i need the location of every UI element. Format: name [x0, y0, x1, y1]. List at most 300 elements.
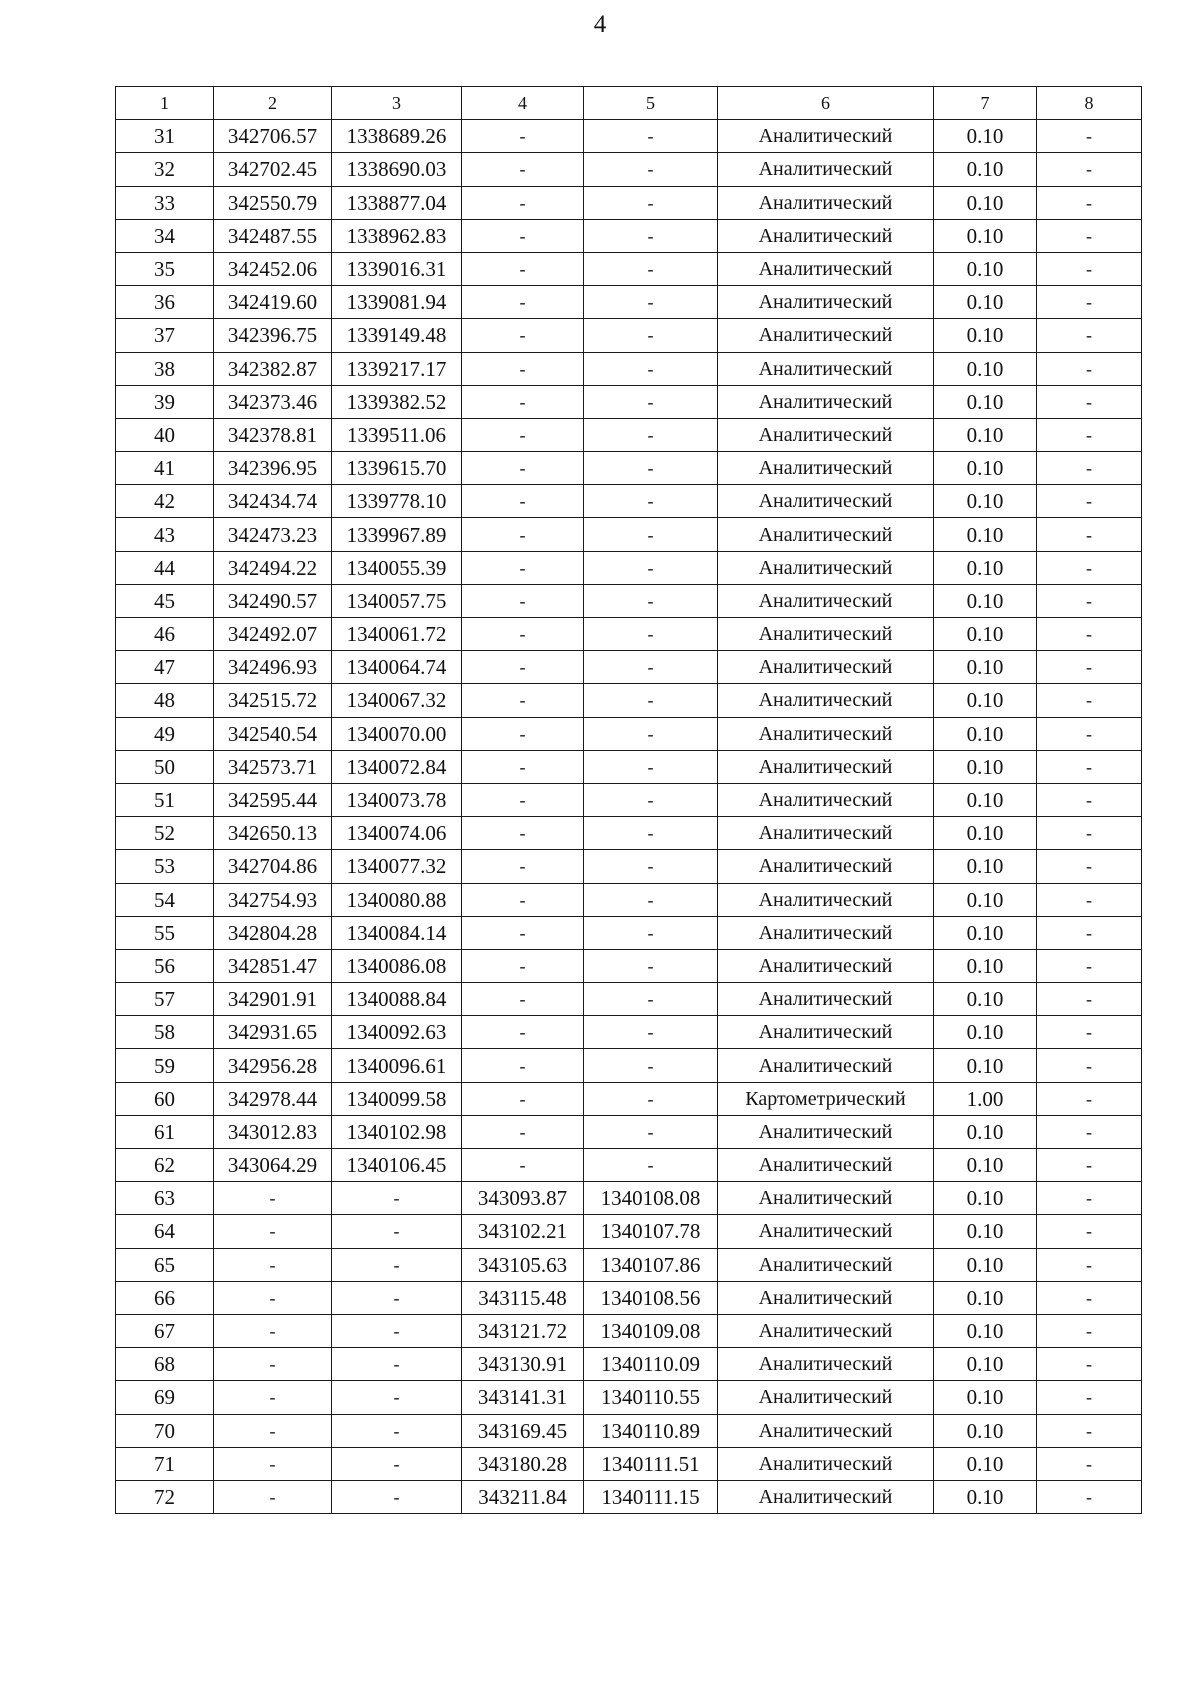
y-coordinate-cell: -	[332, 1348, 462, 1381]
x-new-coordinate-cell: 343130.91	[462, 1348, 584, 1381]
method-cell: Аналитический	[718, 385, 934, 418]
x-new-coordinate-cell: -	[462, 1049, 584, 1082]
x-coordinate-cell: 342550.79	[214, 186, 332, 219]
description-cell: -	[1037, 418, 1142, 451]
method-cell: Аналитический	[718, 485, 934, 518]
description-cell: -	[1037, 684, 1142, 717]
y-coordinate-cell: -	[332, 1447, 462, 1480]
method-cell: Аналитический	[718, 983, 934, 1016]
x-coordinate-cell: 342378.81	[214, 418, 332, 451]
x-coordinate-cell: -	[214, 1281, 332, 1314]
x-new-coordinate-cell: 343102.21	[462, 1215, 584, 1248]
y-new-coordinate-cell: -	[584, 1115, 718, 1148]
x-coordinate-cell: -	[214, 1182, 332, 1215]
description-cell: -	[1037, 817, 1142, 850]
description-cell: -	[1037, 750, 1142, 783]
accuracy-cell: 0.10	[934, 1149, 1037, 1182]
table-row	[116, 186, 1142, 219]
method-cell: Аналитический	[718, 1049, 934, 1082]
table-row	[116, 1082, 1142, 1115]
x-new-coordinate-cell: -	[462, 750, 584, 783]
table-row	[116, 1016, 1142, 1049]
y-new-coordinate-cell: -	[584, 684, 718, 717]
x-coordinate-cell: 342434.74	[214, 485, 332, 518]
point-number-cell: 36	[116, 286, 214, 319]
y-coordinate-cell: -	[332, 1381, 462, 1414]
y-new-coordinate-cell: -	[584, 1049, 718, 1082]
accuracy-cell: 0.10	[934, 850, 1037, 883]
y-new-coordinate-cell: -	[584, 551, 718, 584]
x-coordinate-cell: 342754.93	[214, 883, 332, 916]
y-coordinate-cell: 1340096.61	[332, 1049, 462, 1082]
y-coordinate-cell: 1339016.31	[332, 252, 462, 285]
method-cell: Аналитический	[718, 1314, 934, 1347]
y-new-coordinate-cell: -	[584, 153, 718, 186]
description-cell: -	[1037, 883, 1142, 916]
table-row	[116, 651, 1142, 684]
x-new-coordinate-cell: -	[462, 850, 584, 883]
point-number-cell: 72	[116, 1480, 214, 1513]
x-new-coordinate-cell: 343105.63	[462, 1248, 584, 1281]
y-coordinate-cell: -	[332, 1215, 462, 1248]
method-cell: Аналитический	[718, 883, 934, 916]
x-coordinate-cell: 342595.44	[214, 783, 332, 816]
x-new-coordinate-cell: -	[462, 684, 584, 717]
y-new-coordinate-cell: -	[584, 783, 718, 816]
x-coordinate-cell: 342452.06	[214, 252, 332, 285]
x-coordinate-cell: 342650.13	[214, 817, 332, 850]
y-new-coordinate-cell: -	[584, 983, 718, 1016]
y-coordinate-cell: 1340064.74	[332, 651, 462, 684]
x-coordinate-cell: 342496.93	[214, 651, 332, 684]
y-coordinate-cell: 1340074.06	[332, 817, 462, 850]
point-number-cell: 41	[116, 452, 214, 485]
description-cell: -	[1037, 1314, 1142, 1347]
description-cell: -	[1037, 551, 1142, 584]
x-new-coordinate-cell: -	[462, 352, 584, 385]
method-cell: Аналитический	[718, 153, 934, 186]
y-new-coordinate-cell: 1340107.78	[584, 1215, 718, 1248]
point-number-cell: 62	[116, 1149, 214, 1182]
description-cell: -	[1037, 518, 1142, 551]
description-cell: -	[1037, 1115, 1142, 1148]
point-number-cell: 33	[116, 186, 214, 219]
x-new-coordinate-cell: 343121.72	[462, 1314, 584, 1347]
point-number-cell: 57	[116, 983, 214, 1016]
x-coordinate-cell: 342492.07	[214, 618, 332, 651]
y-new-coordinate-cell: -	[584, 949, 718, 982]
point-number-cell: 69	[116, 1381, 214, 1414]
accuracy-cell: 0.10	[934, 783, 1037, 816]
x-new-coordinate-cell: 343141.31	[462, 1381, 584, 1414]
y-new-coordinate-cell: 1340111.15	[584, 1480, 718, 1513]
point-number-cell: 66	[116, 1281, 214, 1314]
x-new-coordinate-cell: -	[462, 551, 584, 584]
column-header: 2	[214, 87, 332, 120]
x-coordinate-cell: 342473.23	[214, 518, 332, 551]
x-coordinate-cell: 342851.47	[214, 949, 332, 982]
y-coordinate-cell: 1339615.70	[332, 452, 462, 485]
table-row	[116, 1314, 1142, 1347]
description-cell: -	[1037, 319, 1142, 352]
point-number-cell: 52	[116, 817, 214, 850]
table-row	[116, 618, 1142, 651]
x-new-coordinate-cell: 343180.28	[462, 1447, 584, 1480]
x-new-coordinate-cell: -	[462, 219, 584, 252]
method-cell: Аналитический	[718, 1348, 934, 1381]
x-coordinate-cell: 342373.46	[214, 385, 332, 418]
accuracy-cell: 0.10	[934, 418, 1037, 451]
accuracy-cell: 0.10	[934, 385, 1037, 418]
column-header: 4	[462, 87, 584, 120]
accuracy-cell: 0.10	[934, 518, 1037, 551]
point-number-cell: 50	[116, 750, 214, 783]
x-new-coordinate-cell: -	[462, 883, 584, 916]
table-row	[116, 783, 1142, 816]
description-cell: -	[1037, 1414, 1142, 1447]
y-coordinate-cell: -	[332, 1480, 462, 1513]
method-cell: Аналитический	[718, 783, 934, 816]
method-cell: Аналитический	[718, 1149, 934, 1182]
y-new-coordinate-cell: 1340110.89	[584, 1414, 718, 1447]
y-coordinate-cell: -	[332, 1182, 462, 1215]
point-number-cell: 61	[116, 1115, 214, 1148]
y-coordinate-cell: 1340072.84	[332, 750, 462, 783]
table-row	[116, 1182, 1142, 1215]
y-new-coordinate-cell: 1340110.55	[584, 1381, 718, 1414]
description-cell: -	[1037, 385, 1142, 418]
method-cell: Аналитический	[718, 684, 934, 717]
y-coordinate-cell: 1340055.39	[332, 551, 462, 584]
y-coordinate-cell: 1339511.06	[332, 418, 462, 451]
description-cell: -	[1037, 983, 1142, 1016]
accuracy-cell: 0.10	[934, 1348, 1037, 1381]
y-new-coordinate-cell: 1340108.56	[584, 1281, 718, 1314]
table-row	[116, 1049, 1142, 1082]
point-number-cell: 67	[116, 1314, 214, 1347]
method-cell: Аналитический	[718, 651, 934, 684]
point-number-cell: 55	[116, 916, 214, 949]
table-row	[116, 385, 1142, 418]
table-row	[116, 518, 1142, 551]
column-header: 8	[1037, 87, 1142, 120]
y-new-coordinate-cell: -	[584, 252, 718, 285]
y-new-coordinate-cell: -	[584, 186, 718, 219]
x-new-coordinate-cell: -	[462, 385, 584, 418]
method-cell: Аналитический	[718, 1414, 934, 1447]
x-coordinate-cell: 342901.91	[214, 983, 332, 1016]
y-new-coordinate-cell: -	[584, 883, 718, 916]
description-cell: -	[1037, 651, 1142, 684]
y-new-coordinate-cell: -	[584, 518, 718, 551]
accuracy-cell: 0.10	[934, 684, 1037, 717]
x-new-coordinate-cell: -	[462, 153, 584, 186]
point-number-cell: 63	[116, 1182, 214, 1215]
y-new-coordinate-cell: -	[584, 352, 718, 385]
accuracy-cell: 0.10	[934, 750, 1037, 783]
y-new-coordinate-cell: -	[584, 651, 718, 684]
description-cell: -	[1037, 1016, 1142, 1049]
point-number-cell: 37	[116, 319, 214, 352]
x-new-coordinate-cell: -	[462, 651, 584, 684]
y-coordinate-cell: 1340084.14	[332, 916, 462, 949]
y-coordinate-cell: 1339081.94	[332, 286, 462, 319]
table-row	[116, 983, 1142, 1016]
x-new-coordinate-cell: -	[462, 783, 584, 816]
point-number-cell: 46	[116, 618, 214, 651]
method-cell: Аналитический	[718, 949, 934, 982]
table-row	[116, 750, 1142, 783]
accuracy-cell: 0.10	[934, 1381, 1037, 1414]
point-number-cell: 43	[116, 518, 214, 551]
description-cell: -	[1037, 153, 1142, 186]
description-cell: -	[1037, 485, 1142, 518]
accuracy-cell: 0.10	[934, 1049, 1037, 1082]
point-number-cell: 51	[116, 783, 214, 816]
x-coordinate-cell: 342396.75	[214, 319, 332, 352]
x-new-coordinate-cell: 343093.87	[462, 1182, 584, 1215]
x-coordinate-cell: 342804.28	[214, 916, 332, 949]
description-cell: -	[1037, 120, 1142, 153]
x-coordinate-cell: 342396.95	[214, 452, 332, 485]
y-new-coordinate-cell: -	[584, 1082, 718, 1115]
table-row	[116, 1281, 1142, 1314]
coordinates-table	[115, 86, 1142, 1514]
x-coordinate-cell: 342515.72	[214, 684, 332, 717]
accuracy-cell: 0.10	[934, 618, 1037, 651]
point-number-cell: 32	[116, 153, 214, 186]
y-new-coordinate-cell: -	[584, 219, 718, 252]
accuracy-cell: 0.10	[934, 452, 1037, 485]
y-coordinate-cell: 1340080.88	[332, 883, 462, 916]
description-cell: -	[1037, 949, 1142, 982]
method-cell: Аналитический	[718, 352, 934, 385]
y-new-coordinate-cell: -	[584, 584, 718, 617]
y-coordinate-cell: -	[332, 1314, 462, 1347]
method-cell: Аналитический	[718, 1016, 934, 1049]
method-cell: Аналитический	[718, 584, 934, 617]
y-coordinate-cell: 1340092.63	[332, 1016, 462, 1049]
accuracy-cell: 0.10	[934, 1447, 1037, 1480]
point-number-cell: 60	[116, 1082, 214, 1115]
table-row	[116, 684, 1142, 717]
x-coordinate-cell: 342490.57	[214, 584, 332, 617]
y-new-coordinate-cell: -	[584, 485, 718, 518]
table-row	[116, 949, 1142, 982]
table-body	[116, 120, 1142, 1514]
y-new-coordinate-cell: -	[584, 1016, 718, 1049]
method-cell: Аналитический	[718, 850, 934, 883]
table-row	[116, 850, 1142, 883]
accuracy-cell: 0.10	[934, 651, 1037, 684]
y-coordinate-cell: 1340061.72	[332, 618, 462, 651]
point-number-cell: 71	[116, 1447, 214, 1480]
table-row	[116, 352, 1142, 385]
x-coordinate-cell: 343064.29	[214, 1149, 332, 1182]
method-cell: Аналитический	[718, 1281, 934, 1314]
accuracy-cell: 0.10	[934, 319, 1037, 352]
point-number-cell: 31	[116, 120, 214, 153]
y-coordinate-cell: 1338689.26	[332, 120, 462, 153]
method-cell: Аналитический	[718, 319, 934, 352]
point-number-cell: 34	[116, 219, 214, 252]
table-row	[116, 153, 1142, 186]
description-cell: -	[1037, 1480, 1142, 1513]
x-coordinate-cell: 342382.87	[214, 352, 332, 385]
y-coordinate-cell: 1340099.58	[332, 1082, 462, 1115]
method-cell: Аналитический	[718, 252, 934, 285]
point-number-cell: 53	[116, 850, 214, 883]
y-new-coordinate-cell: -	[584, 916, 718, 949]
description-cell: -	[1037, 783, 1142, 816]
x-coordinate-cell: 342494.22	[214, 551, 332, 584]
table-row	[116, 1149, 1142, 1182]
method-cell: Аналитический	[718, 1248, 934, 1281]
description-cell: -	[1037, 1348, 1142, 1381]
y-new-coordinate-cell: -	[584, 717, 718, 750]
description-cell: -	[1037, 186, 1142, 219]
method-cell: Аналитический	[718, 418, 934, 451]
table-row	[116, 485, 1142, 518]
x-new-coordinate-cell: -	[462, 1115, 584, 1148]
table-header-row	[116, 87, 1142, 120]
x-new-coordinate-cell: -	[462, 518, 584, 551]
y-new-coordinate-cell: -	[584, 750, 718, 783]
y-new-coordinate-cell: -	[584, 850, 718, 883]
x-new-coordinate-cell: -	[462, 286, 584, 319]
accuracy-cell: 0.10	[934, 1182, 1037, 1215]
method-cell: Аналитический	[718, 286, 934, 319]
y-new-coordinate-cell: 1340108.08	[584, 1182, 718, 1215]
point-number-cell: 44	[116, 551, 214, 584]
table-row	[116, 1447, 1142, 1480]
accuracy-cell: 0.10	[934, 153, 1037, 186]
x-new-coordinate-cell: -	[462, 1149, 584, 1182]
x-coordinate-cell: -	[214, 1447, 332, 1480]
x-coordinate-cell: 342706.57	[214, 120, 332, 153]
x-new-coordinate-cell: -	[462, 817, 584, 850]
table-row	[116, 584, 1142, 617]
y-coordinate-cell: 1340067.32	[332, 684, 462, 717]
table-row	[116, 219, 1142, 252]
y-coordinate-cell: 1338962.83	[332, 219, 462, 252]
method-cell: Аналитический	[718, 120, 934, 153]
point-number-cell: 65	[116, 1248, 214, 1281]
table-row	[116, 252, 1142, 285]
accuracy-cell: 0.10	[934, 1314, 1037, 1347]
point-number-cell: 39	[116, 385, 214, 418]
x-new-coordinate-cell: 343211.84	[462, 1480, 584, 1513]
y-coordinate-cell: 1338877.04	[332, 186, 462, 219]
x-coordinate-cell: -	[214, 1414, 332, 1447]
description-cell: -	[1037, 1381, 1142, 1414]
y-coordinate-cell: 1340073.78	[332, 783, 462, 816]
description-cell: -	[1037, 850, 1142, 883]
column-header: 6	[718, 87, 934, 120]
accuracy-cell: 0.10	[934, 1248, 1037, 1281]
x-coordinate-cell: 342931.65	[214, 1016, 332, 1049]
column-header: 7	[934, 87, 1037, 120]
description-cell: -	[1037, 717, 1142, 750]
x-coordinate-cell: 342487.55	[214, 219, 332, 252]
page-number: 4	[593, 11, 607, 38]
method-cell: Аналитический	[718, 916, 934, 949]
x-new-coordinate-cell: -	[462, 618, 584, 651]
description-cell: -	[1037, 219, 1142, 252]
description-cell: -	[1037, 1149, 1142, 1182]
x-coordinate-cell: 343012.83	[214, 1115, 332, 1148]
y-coordinate-cell: 1340077.32	[332, 850, 462, 883]
x-coordinate-cell: 342540.54	[214, 717, 332, 750]
table-row	[116, 1381, 1142, 1414]
method-cell: Аналитический	[718, 1381, 934, 1414]
table-row	[116, 717, 1142, 750]
point-number-cell: 68	[116, 1348, 214, 1381]
x-new-coordinate-cell: -	[462, 717, 584, 750]
table-row	[116, 1414, 1142, 1447]
description-cell: -	[1037, 252, 1142, 285]
accuracy-cell: 1.00	[934, 1082, 1037, 1115]
table-row	[116, 1348, 1142, 1381]
point-number-cell: 70	[116, 1414, 214, 1447]
point-number-cell: 45	[116, 584, 214, 617]
description-cell: -	[1037, 1182, 1142, 1215]
y-new-coordinate-cell: -	[584, 452, 718, 485]
y-new-coordinate-cell: 1340109.08	[584, 1314, 718, 1347]
x-coordinate-cell: -	[214, 1248, 332, 1281]
x-new-coordinate-cell: 343169.45	[462, 1414, 584, 1447]
description-cell: -	[1037, 916, 1142, 949]
description-cell: -	[1037, 1281, 1142, 1314]
point-number-cell: 48	[116, 684, 214, 717]
accuracy-cell: 0.10	[934, 352, 1037, 385]
x-coordinate-cell: -	[214, 1480, 332, 1513]
point-number-cell: 54	[116, 883, 214, 916]
x-coordinate-cell: 342702.45	[214, 153, 332, 186]
accuracy-cell: 0.10	[934, 1281, 1037, 1314]
y-new-coordinate-cell: -	[584, 319, 718, 352]
accuracy-cell: 0.10	[934, 1115, 1037, 1148]
accuracy-cell: 0.10	[934, 1414, 1037, 1447]
y-new-coordinate-cell: 1340107.86	[584, 1248, 718, 1281]
table-row	[116, 120, 1142, 153]
y-new-coordinate-cell: -	[584, 286, 718, 319]
table-row	[116, 817, 1142, 850]
method-cell: Аналитический	[718, 452, 934, 485]
method-cell: Аналитический	[718, 1447, 934, 1480]
accuracy-cell: 0.10	[934, 120, 1037, 153]
y-new-coordinate-cell: -	[584, 418, 718, 451]
x-new-coordinate-cell: -	[462, 186, 584, 219]
x-new-coordinate-cell: -	[462, 983, 584, 1016]
table-row	[116, 551, 1142, 584]
y-coordinate-cell: 1339382.52	[332, 385, 462, 418]
accuracy-cell: 0.10	[934, 949, 1037, 982]
y-new-coordinate-cell: -	[584, 817, 718, 850]
column-header: 1	[116, 87, 214, 120]
x-new-coordinate-cell: -	[462, 120, 584, 153]
point-number-cell: 40	[116, 418, 214, 451]
y-coordinate-cell: 1340057.75	[332, 584, 462, 617]
method-cell: Аналитический	[718, 1115, 934, 1148]
y-new-coordinate-cell: -	[584, 120, 718, 153]
x-new-coordinate-cell: -	[462, 418, 584, 451]
y-coordinate-cell: 1339217.17	[332, 352, 462, 385]
method-cell: Аналитический	[718, 518, 934, 551]
method-cell: Аналитический	[718, 817, 934, 850]
table-row	[116, 319, 1142, 352]
x-new-coordinate-cell: -	[462, 1082, 584, 1115]
